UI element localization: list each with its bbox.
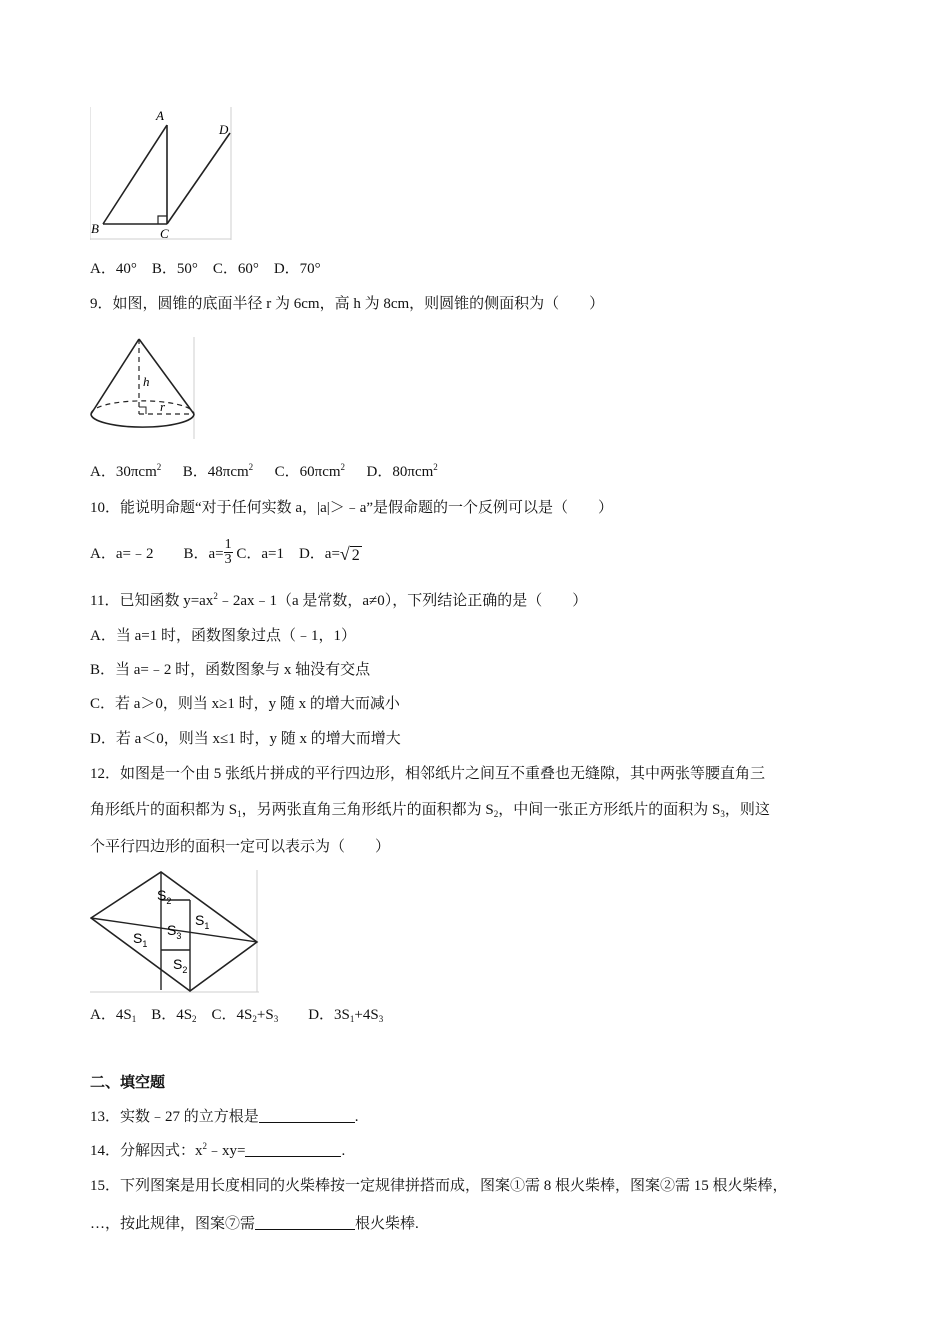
q8-label-c: C xyxy=(160,226,169,241)
q9-label-r: r xyxy=(160,399,166,414)
q12-line3: 个平行四边形的面积一定可以表示为（ ） xyxy=(90,839,391,855)
q10-sqrt: √ 2 xyxy=(339,544,360,564)
q14-answer-blank[interactable] xyxy=(245,1142,341,1157)
q9-option-c: C．60πcm$^2$ xyxy=(274,462,346,480)
q10-options: A．a=﹣2 B．a= $\frac{1}{3}$ C．a=1 D．a=√ 2 xyxy=(90,540,362,570)
q10-fraction: $\frac{1}{3}$ xyxy=(224,537,232,568)
q10-stem: 10．能说明命题“对于任何实数 a，|a|＞﹣a”是假命题的一个反例可以是（ ） xyxy=(90,500,614,516)
q14: 14．分解因式：$x^2﹣xy=$ . xyxy=(90,1141,346,1159)
q11-option-d: D．若 a＜0，则当 x≤1 时，y 随 x 的增大而增大 xyxy=(90,731,401,747)
q9-options xyxy=(90,462,438,482)
q9-option-a: A．30πcm$^2$ xyxy=(90,462,162,480)
q9-stem: 9．如图，圆锥的底面半径 r 为 6cm，高 h 为 8cm，则圆锥的侧面积为（ ） xyxy=(90,296,605,312)
q9-option-b: B．48πcm$^2$ xyxy=(182,462,254,480)
q12-options: A．$4S_1$ B．$4S_2$ C．$4S_2+S_3$ D．$3S_1+4S_3$ xyxy=(90,1007,384,1024)
q11-option-a: A．当 a=1 时，函数图象过点（﹣1，1） xyxy=(90,628,356,644)
q12-label-right: $S_1$ xyxy=(195,912,210,931)
q8-label-d: D xyxy=(219,122,229,137)
q8-label-b: B xyxy=(91,221,99,236)
q11-option-c: C．若 a＞0，则当 x≥1 时，y 随 x 的增大而减小 xyxy=(90,696,400,712)
q8-figure xyxy=(90,106,235,241)
q12-label-left: $S_1$ xyxy=(133,930,148,949)
q8-options: A．40° B．50° C．60° D．70° xyxy=(90,261,321,277)
q12-label-top: $S_2$ xyxy=(157,887,172,906)
q12-label-bottom: $S_2$ xyxy=(173,956,188,975)
q15-line2: …，按此规律，图案⑦需 根火柴棒. xyxy=(90,1216,419,1232)
q8-label-a: A xyxy=(156,108,164,123)
q9-cone-figure xyxy=(90,337,198,441)
q12-line2: 角形纸片的面积都为 $S_1$，另两张直角三角形纸片的面积都为 $S_2$，中间一张正方形纸片的面积为 $S_3$，则这 xyxy=(90,802,770,819)
q13-answer-blank[interactable] xyxy=(259,1108,355,1123)
q9-label-h: h xyxy=(143,374,150,389)
q15-answer-blank[interactable] xyxy=(255,1215,355,1230)
q11-option-b: B．当 a=﹣2 时，函数图象与 x 轴没有交点 xyxy=(90,662,371,678)
q12-figure xyxy=(90,870,260,994)
q15-line1: 15．下列图案是用长度相同的火柴棒按一定规律拼搭而成，图案①需 8 根火柴棒，图案②需 15 根火柴棒， xyxy=(90,1178,788,1194)
q13: 13．实数﹣27 的立方根是 . xyxy=(90,1109,359,1125)
q11-stem: 11．已知函数 $y=ax^2﹣2ax﹣1(a$ 是常数，a≠0），下列结论正确的是（ ） xyxy=(90,591,588,609)
q12-label-square: $S_3$ xyxy=(167,922,182,941)
section-2-title: 二、填空题 xyxy=(90,1075,166,1091)
q12-line1: 12．如图是一个由 5 张纸片拼成的平行四边形，相邻纸片之间互不重叠也无缝隙，其中两张等腰直角三 xyxy=(90,766,766,782)
q9-option-d: D．80πcm$^2$ xyxy=(366,462,438,480)
